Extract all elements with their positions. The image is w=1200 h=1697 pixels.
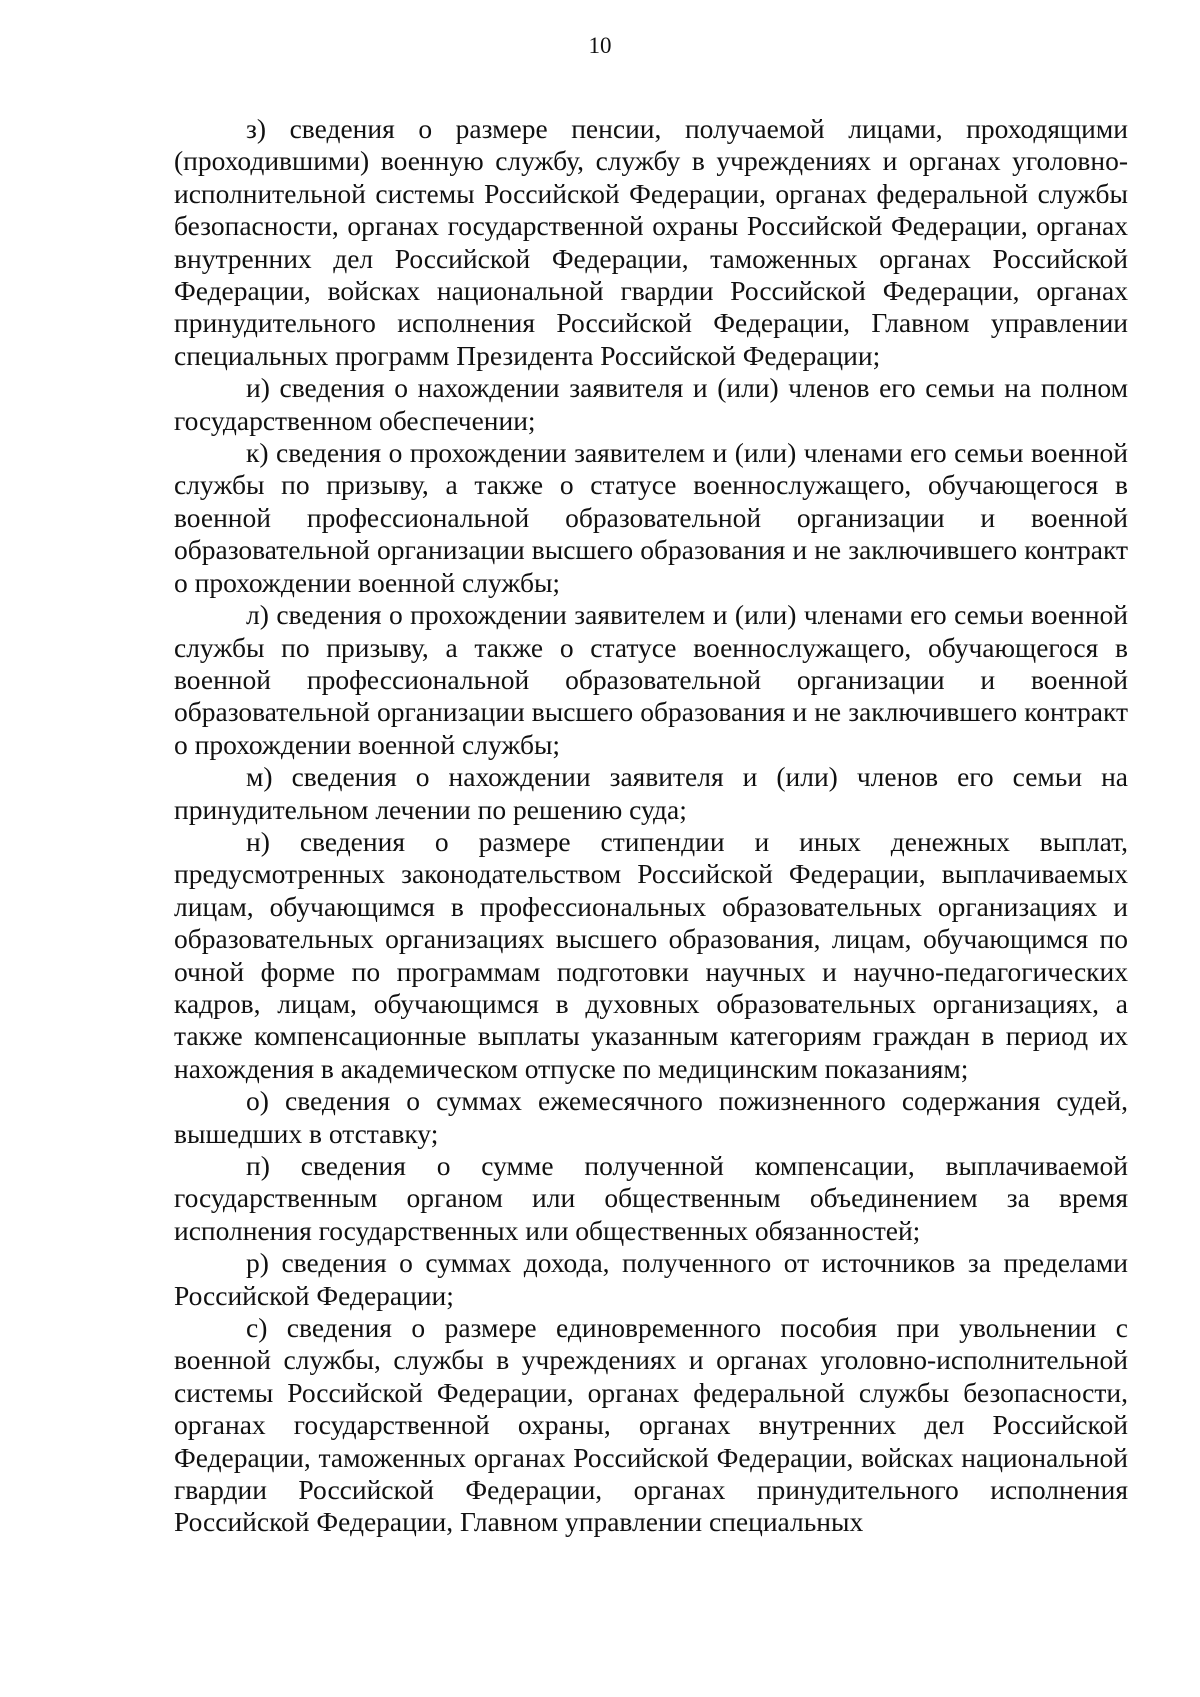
paragraph-o: о) сведения о суммах ежемесячного пожизненного содержания судей, вышедших в отставку; xyxy=(174,1085,1128,1149)
paragraph-z: з) сведения о размере пенсии, получаемой лицами, проходящими (проходившими) военную службу, службу в учреждениях и органах уголовно-исполнительной системы Российской Федерации, органах федеральной службы безопасности, органах государственной охраны Российской Федерации, органах внутренних дел Российской Федерации, таможенных органах Российской Федерации, войсках национальной гвардии Российской Федерации, органах принудительного исполнения Российской Федерации, Главном управлении специальных программ Президента Российской Федерации; xyxy=(174,113,1128,371)
page-number: 10 xyxy=(588,33,612,58)
paragraph-m: м) сведения о нахождении заявителя и (или) членов его семьи на принудительном лечении по решению суда; xyxy=(174,761,1128,825)
paragraph-r: р) сведения о суммах дохода, полученного от источников за пределами Российской Федерации; xyxy=(174,1247,1128,1311)
paragraph-s: с) сведения о размере единовременного пособия при увольнении с военной службы, службы в учреждениях и органах уголовно-исполнительной системы Российской Федерации, органах федеральной службы безопасности, органах государственной охраны, органах внутренних дел Российской Федерации, таможенных органах Российской Федерации, войсках национальной гвардии Российской Федерации, органах принудительного исполнения Российской Федерации, Главном управлении специальных xyxy=(174,1312,1128,1538)
paragraph-n: н) сведения о размере стипендии и иных денежных выплат, предусмотренных законодательством Российской Федерации, выплачиваемых лицам, обучающимся в профессиональных образовательных организациях и образовательных организациях высшего образования, лицам, обучающимся по очной форме по программам подготовки научных и научно-педагогических кадров, лицам, обучающимся в духовных образовательных организациях, а также компенсационные выплаты указанным категориям граждан в период их нахождения в академическом отпуске по медицинским показаниям; xyxy=(174,825,1128,1084)
paragraph-p: п) сведения о сумме полученной компенсации, выплачиваемой государственным органом или общественным объединением за время исполнения государственных или общественных обязанностей; xyxy=(174,1150,1128,1246)
paragraph-i: и) сведения о нахождении заявителя и (или) членов его семьи на полном государственном обеспечении; xyxy=(174,372,1128,436)
paragraph-k: к) сведения о прохождении заявителем и (или) членами его семьи военной службы по призыву, а также о статусе военнослужащего, обучающегося в военной профессиональной образовательной организации и военной образовательной организации высшего образования и не заключившего контракт о прохождении военной службы; xyxy=(174,437,1128,598)
document-body xyxy=(174,113,1128,1539)
paragraph-l: л) сведения о прохождении заявителем и (или) членами его семьи военной службы по призыву, а также о статусе военнослужащего, обучающегося в военной профессиональной образовательной организации и военной образовательной организации высшего образования и не заключившего контракт о прохождении военной службы; xyxy=(174,599,1128,760)
